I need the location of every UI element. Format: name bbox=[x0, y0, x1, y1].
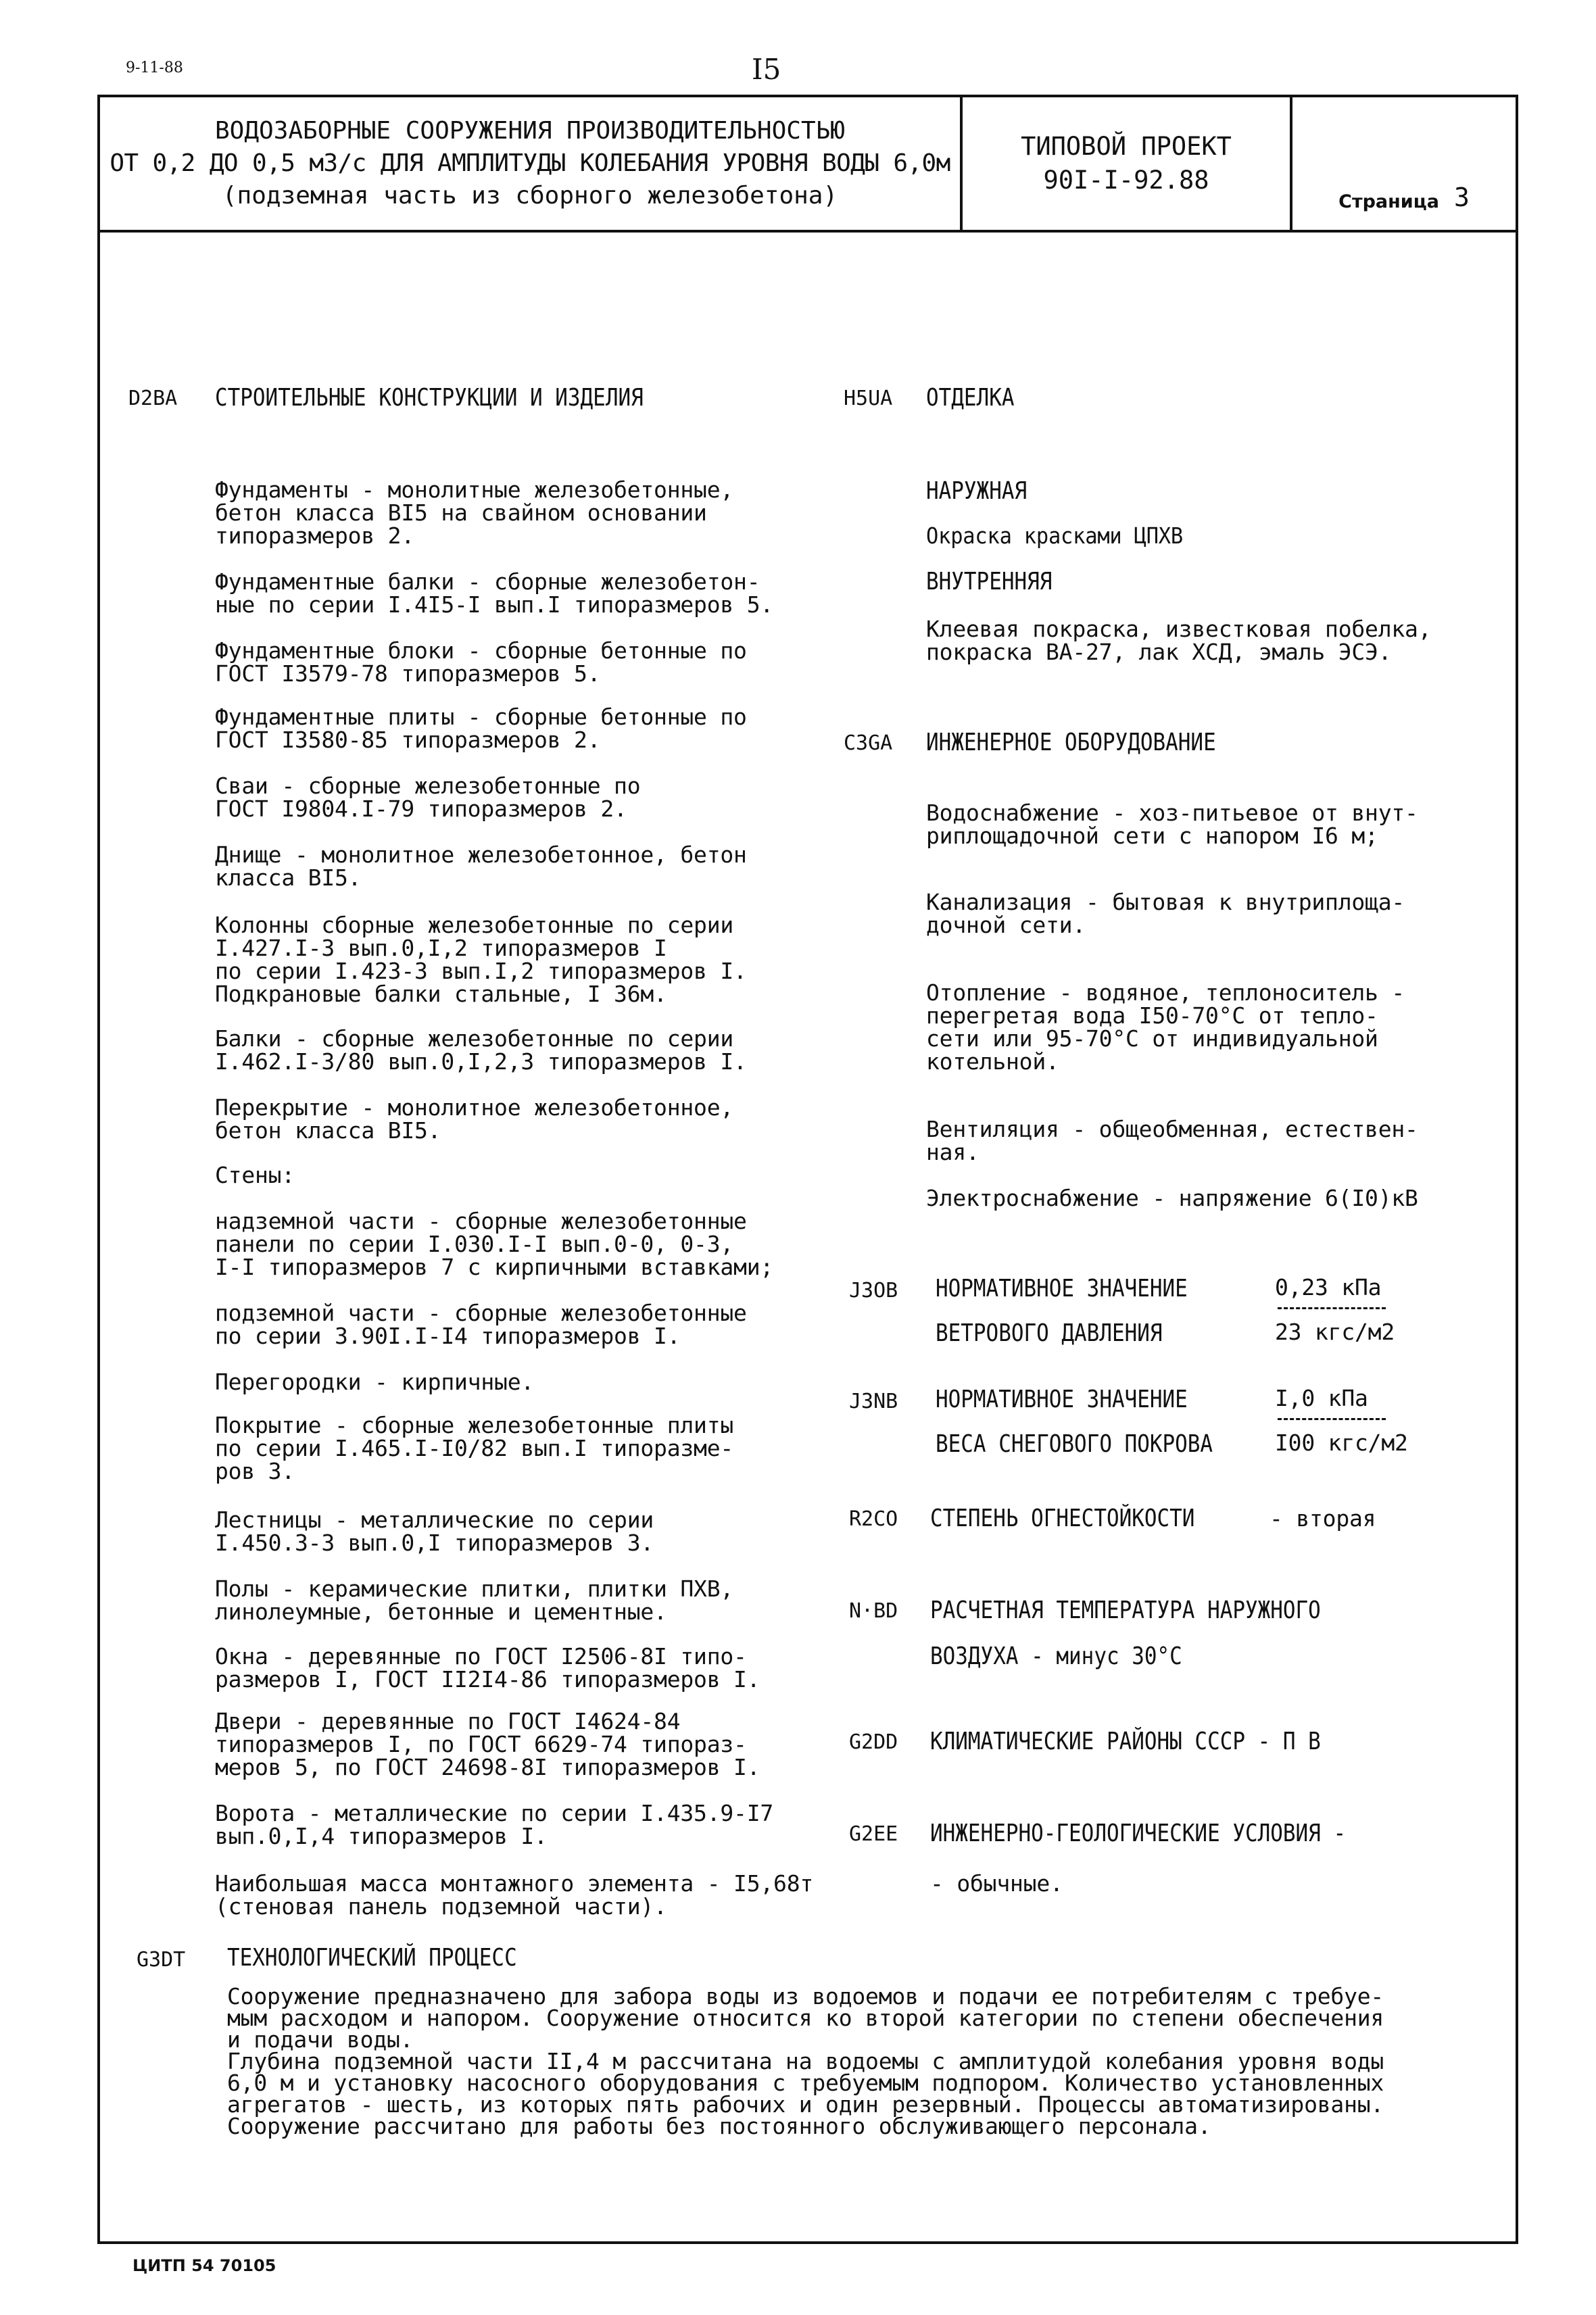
construction-item: Колонны сборные железобетонные по серии I.427.I-3 вып.0,I,2 типоразмеров I по серии I.423-3 вып.I,2 типоразмеров I. Подкрановые балки стальные, I 36м. bbox=[215, 912, 747, 1007]
document-date: 9-11-88 bbox=[126, 59, 183, 76]
construction-item: Днище - монолитное железобетонное, бетон класса BI5. bbox=[215, 842, 747, 891]
snow-value-kpa: I,0 кПа bbox=[1275, 1385, 1368, 1411]
section-code-fire: R2CO bbox=[849, 1507, 898, 1531]
wind-value-kgs: 23 кгс/м2 bbox=[1275, 1319, 1395, 1345]
equipment-item: Вентиляция - общеобменная, естествен- ная. bbox=[926, 1116, 1418, 1165]
section-code-equipment: C3GA bbox=[844, 731, 893, 755]
construction-item: Фундаментные балки - сборные железобетон- ные по серии I.4I5-I вып.I типоразмеров 5. bbox=[215, 568, 774, 618]
section-code-temperature: N·BD bbox=[849, 1599, 898, 1623]
equipment-item: Канализация - бытовая к внутриплоща- дочной сети. bbox=[926, 889, 1405, 938]
section-code-construction: D2BA bbox=[128, 387, 178, 410]
construction-item: Перегородки - кирпичные. bbox=[215, 1369, 535, 1395]
construction-item: Фундаменты - монолитные железобетонные, бетон класса BI5 на свайном основании типоразмеров 2. bbox=[215, 477, 734, 549]
page-cell bbox=[1292, 97, 1516, 230]
section-code-finish: H5UA bbox=[844, 387, 893, 410]
section-code-wind: J3OB bbox=[849, 1279, 898, 1302]
fire-label: СТЕПЕНЬ ОГНЕСТОЙКОСТИ bbox=[930, 1505, 1195, 1532]
finish-outer-label: НАРУЖНАЯ bbox=[926, 477, 1027, 505]
construction-item: Двери - деревянные по ГОСТ I4624-84 типоразмеров I, по ГОСТ 6629-74 типораз- меров 5, по ГОСТ 24698-8I типоразмеров I. bbox=[215, 1708, 760, 1780]
construction-item: подземной части - сборные железобетонные по серии 3.90I.I-I4 типоразмеров I. bbox=[215, 1300, 747, 1349]
equipment-item: Водоснабжение - хоз-питьевое от внут- риплощадочной сети с напором I6 м; bbox=[926, 800, 1418, 849]
climate-label: КЛИМАТИЧЕСКИЕ РАЙОНЫ СССР - П В bbox=[930, 1728, 1321, 1755]
process-text: Сооружение предназначено для забора воды из водоемов и подачи ее потребителям с требуе- мым расходом и напором. Сооружение относится ко второй категории по степени обеспечения и подачи воды. Глубина подземной части II,4 м рассчитана на водоемы с амплитудой колебания уровня воды 6,0 м и установку насосного оборудования с требуемым подпором. Количество установленных агрегатов - шесть, из которых пять рабочих и один резервный. Процессы автоматизированы. Сооружение рассчитано для работы без постоянного обслуживающего персонала. bbox=[227, 1983, 1384, 2139]
construction-item: Наибольшая масса монтажного элемента - I5,68т (стеновая панель подземной части). bbox=[215, 1870, 814, 1920]
snow-line-1: НОРМАТИВНОЕ ЗНАЧЕНИЕ bbox=[936, 1386, 1188, 1413]
finish-outer-text: Окраска красками ЦПХВ bbox=[926, 522, 1183, 549]
title-line-2: ОТ 0,2 ДО 0,5 м3/с ДЛЯ АМПЛИТУДЫ КОЛЕБАНИЯ УРОВНЯ ВОДЫ 6,0м bbox=[110, 149, 950, 177]
section-code-process: G3DT bbox=[137, 1948, 186, 1972]
heading-equipment: ИНЖЕНЕРНОЕ ОБОРУДОВАНИЕ bbox=[926, 729, 1216, 756]
wind-value-kpa: 0,23 кПа bbox=[1275, 1274, 1382, 1300]
project-code: 90I-I-92.88 bbox=[1043, 166, 1209, 195]
construction-item: Перекрытие - монолитное железобетонное, бетон класса BI5. bbox=[215, 1094, 734, 1144]
section-code-climate: G2DD bbox=[849, 1730, 898, 1754]
publisher-stamp: ЦИТП 54 70105 bbox=[132, 2256, 276, 2275]
heading-process: ТЕХНОЛОГИЧЕСКИЙ ПРОЦЕСС bbox=[227, 1944, 517, 1972]
construction-item: Сваи - сборные железобетонные по ГОСТ I9804.I-79 типоразмеров 2. bbox=[215, 773, 641, 822]
wind-line-2: ВЕТРОВОГО ДАВЛЕНИЯ bbox=[936, 1319, 1163, 1347]
construction-item: Лестницы - металлические по серии I.450.3-3 вып.0,I типоразмеров 3. bbox=[215, 1507, 654, 1556]
construction-item: надземной части - сборные железобетонные панели по серии I.030.I-I вып.0-0, 0-3, I-I типоразмеров 7 с кирпичными вставками; bbox=[215, 1208, 774, 1280]
construction-item: Окна - деревянные по ГОСТ I2506-8I типо- размеров I, ГОСТ II2I4-86 типоразмеров I. bbox=[215, 1643, 760, 1692]
page-label: Страница bbox=[1338, 191, 1439, 212]
heading-construction: СТРОИТЕЛЬНЫЕ КОНСТРУКЦИИ И ИЗДЕЛИЯ bbox=[215, 384, 644, 412]
construction-item: Стены: bbox=[215, 1162, 295, 1188]
finish-inner-text: Клеевая покраска, известковая побелка, покраска ВА-27, лак ХСД, эмаль ЭСЭ. bbox=[926, 616, 1432, 665]
geology-label: ИНЖЕНЕРНО-ГЕОЛОГИЧЕСКИЕ УСЛОВИЯ - bbox=[930, 1820, 1347, 1847]
page-value: 3 bbox=[1453, 182, 1470, 212]
construction-item: Фундаментные плиты - сборные бетонные по ГОСТ I3580-85 типоразмеров 2. bbox=[215, 704, 747, 753]
project-title bbox=[100, 97, 963, 230]
section-code-geology: G2EE bbox=[849, 1822, 898, 1846]
construction-item: Балки - сборные железобетонные по серии I.462.I-3/80 вып.0,I,2,3 типоразмеров I. bbox=[215, 1025, 747, 1075]
finish-inner-label: ВНУТРЕННЯЯ bbox=[926, 568, 1053, 595]
fire-value: - вторая bbox=[1269, 1505, 1376, 1532]
snow-value-kgs: I00 кгс/м2 bbox=[1275, 1430, 1408, 1456]
construction-item: Полы - керамические плитки, плитки ПХВ, линолеумные, бетонные и цементные. bbox=[215, 1576, 734, 1625]
fraction-divider bbox=[1278, 1307, 1386, 1309]
project-label: ТИПОВОЙ ПРОЕКТ bbox=[1021, 132, 1232, 161]
temperature-line-1: РАСЧЕТНАЯ ТЕМПЕРАТУРА НАРУЖНОГО bbox=[930, 1597, 1321, 1624]
equipment-item: Отопление - водяное, теплоноситель - перегретая вода I50-70°С от тепло- сети или 95-70°С от индивидуальной котельной. bbox=[926, 979, 1405, 1075]
section-code-snow: J3NB bbox=[849, 1390, 898, 1413]
fraction-divider bbox=[1278, 1418, 1386, 1420]
heading-finish: ОТДЕЛКА bbox=[926, 384, 1015, 412]
title-block bbox=[97, 95, 1518, 233]
page-number: I5 bbox=[752, 53, 781, 86]
equipment-item: Электроснабжение - напряжение 6(I0)кВ bbox=[926, 1185, 1418, 1211]
wind-line-1: НОРМАТИВНОЕ ЗНАЧЕНИЕ bbox=[936, 1275, 1188, 1302]
project-code-cell bbox=[963, 97, 1292, 230]
construction-item: Покрытие - сборные железобетонные плиты по серии I.465.I-I0/82 вып.I типоразме- ров 3. bbox=[215, 1412, 734, 1484]
geology-value: - обычные. bbox=[930, 1870, 1063, 1897]
construction-item: Ворота - металлические по серии I.435.9-I7 вып.0,I,4 типоразмеров I. bbox=[215, 1800, 774, 1849]
title-line-3: (подземная часть из сборного железобетона) bbox=[222, 182, 838, 210]
construction-item: Фундаментные блоки - сборные бетонные по ГОСТ I3579-78 типоразмеров 5. bbox=[215, 637, 747, 687]
temperature-line-2: ВОЗДУХА - минус 30°С bbox=[930, 1642, 1182, 1670]
title-line-1: ВОДОЗАБОРНЫЕ СООРУЖЕНИЯ ПРОИЗВОДИТЕЛЬНОСТЬЮ bbox=[215, 117, 845, 145]
snow-line-2: ВЕСА СНЕГОВОГО ПОКРОВА bbox=[936, 1430, 1213, 1458]
